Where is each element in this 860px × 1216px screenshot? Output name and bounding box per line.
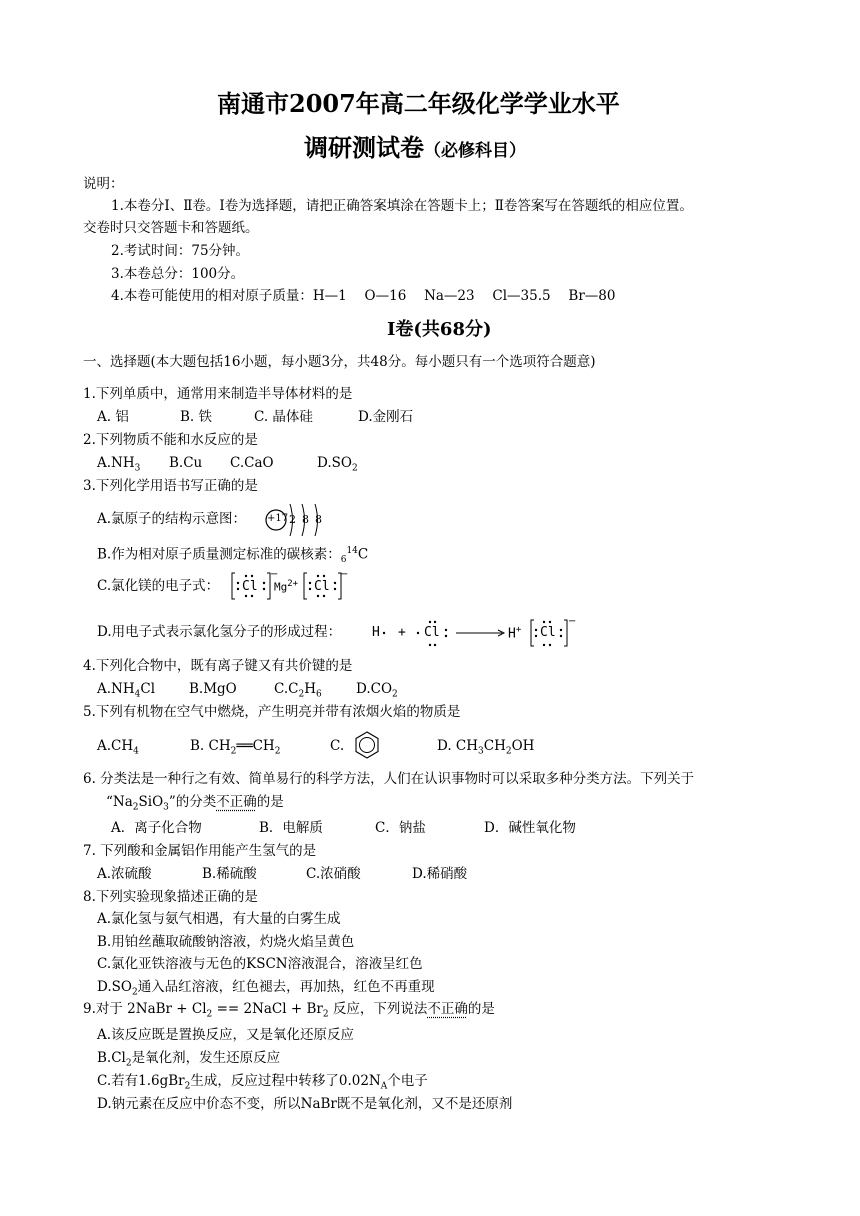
hcl-prod-cl: Cl <box>540 625 556 640</box>
q5-d-tail: OH <box>511 738 535 754</box>
q9-b: == 2NaCl + Br <box>212 1001 323 1017</box>
q9-sub2: 2 <box>322 1009 329 1020</box>
q9-b-post: 是氧化剂，发生还原反应 <box>131 1050 281 1066</box>
q5-d-sub1: 3 <box>478 746 484 757</box>
shell-count-1: 2 <box>289 513 296 526</box>
benzene-svg <box>352 730 382 760</box>
hcl-cl: Cl <box>424 625 440 640</box>
left-bracket-open <box>232 573 235 599</box>
q3-b-text: B.作为相对原子质量测定标准的碳核素： <box>97 546 341 563</box>
q4-d-sub: 2 <box>392 689 398 700</box>
q5-a-sub: 4 <box>133 746 139 757</box>
q9-stem <box>83 1003 495 1020</box>
q4-c-mid: H <box>304 681 316 697</box>
q1-option-d: D.金刚石 <box>358 409 414 425</box>
cl-charge-right: − <box>340 569 349 580</box>
mg-charge: 2+ <box>287 579 299 589</box>
hcl-h: H <box>372 625 380 640</box>
q1-option-a: A. 铝 <box>97 409 129 425</box>
q9-c: 反应，下列说法 <box>328 1001 428 1017</box>
cl-left: Cl <box>242 579 258 594</box>
q4-d-text: D.CO <box>356 681 393 697</box>
shell-count-3: 8 <box>315 513 322 526</box>
q9-c-sub: 2 <box>184 1081 191 1092</box>
q6-emphasis: 不正确 <box>216 794 257 810</box>
instructions-label: 说明： <box>83 176 124 192</box>
q9-c-post: 个电子 <box>387 1073 428 1089</box>
q3-b-sub: 6 <box>340 555 347 566</box>
q5-d-sub2: 2 <box>505 746 512 757</box>
q8-d-post: 通入品红溶液，红色褪去，再加热，红色不再重现 <box>137 979 435 995</box>
q7-option-b: B.稀硫酸 <box>202 866 257 882</box>
q4-c-sub2: 6 <box>315 689 322 700</box>
q8-option-c: C.氯化亚铁溶液与无色的KSCN溶液混合，溶液呈红色 <box>97 956 423 972</box>
q4-option-c <box>274 683 322 700</box>
q4-option-d <box>356 683 398 700</box>
q4-stem: 4.下列化合物中，既有离子键又有共价键的是 <box>83 658 353 674</box>
q5-option-a <box>97 740 139 757</box>
q5-b-sub2: 2 <box>274 746 281 757</box>
q8-option-d <box>97 981 435 998</box>
q2-stem: 2.下列物质不能和水反应的是 <box>83 432 258 448</box>
q2-option-a <box>97 457 140 474</box>
q5-b-mid: ══CH <box>236 738 275 754</box>
instruction-4: 4.本卷可能使用的相对原子质量：H—1 O—16 Na—23 Cl—35.5 Br—80 <box>111 288 616 304</box>
q9-option-b <box>97 1052 280 1069</box>
mg-symbol: Mg <box>274 580 288 594</box>
page-title: 南通市2007年高二年级化学学业水平 <box>217 89 620 118</box>
nucleus-charge: +17 <box>267 513 289 524</box>
q4-option-a <box>97 683 155 700</box>
hcl-plus: + <box>398 625 406 640</box>
q8-d-sub: 2 <box>131 987 138 998</box>
q8-option-a: A.氯化氢与氨气相遇，有大量的白雾生成 <box>97 911 341 927</box>
q3-b-symbol: C <box>357 546 369 563</box>
q6-stem-line2 <box>106 796 284 813</box>
q3-b-sup: 14 <box>346 546 358 556</box>
prod-h-charge: + <box>515 625 522 635</box>
q9-c-pre: C.若有1.6gBr <box>97 1073 185 1089</box>
q3-option-a: A.氯原子的结构示意图： <box>97 511 247 527</box>
q2-option-b: B.Cu <box>169 455 203 471</box>
q2-a-sub: 3 <box>134 463 141 474</box>
q5-a-text: A.CH <box>97 738 134 754</box>
subtitle-main: 调研测试卷 <box>304 133 424 162</box>
q7-option-a: A.浓硫酸 <box>97 866 152 882</box>
q5-d-text: D. CH <box>437 738 479 754</box>
q5-b-sub1: 2 <box>230 746 237 757</box>
hcl-prod-cl-charge: − <box>568 616 577 627</box>
q6-b-sub2: 3 <box>163 802 169 813</box>
q2-option-d <box>317 457 358 474</box>
benzene-ring-icon <box>352 730 382 760</box>
q4-c-text: C.C <box>274 681 299 697</box>
q9-sub1: 2 <box>206 1009 213 1020</box>
q9-option-c <box>97 1075 428 1092</box>
q6-b2: SiO <box>138 794 164 810</box>
hcl-prod-h <box>508 626 521 640</box>
q8-option-b: B.用铂丝蘸取硫酸钠溶液，灼烧火焰呈黄色 <box>97 934 355 950</box>
q7-option-d: D.稀硝酸 <box>412 866 468 882</box>
q9-b-sub: 2 <box>125 1058 132 1069</box>
benzene-circle <box>360 738 375 753</box>
q6-b1: “Na <box>106 794 133 810</box>
q6-option-a: A．离子化合物 <box>111 820 202 836</box>
q3-option-b <box>97 547 368 565</box>
right-bracket-open <box>304 573 307 599</box>
mgcl2-electron-formula <box>230 569 349 602</box>
q5-b-text: B. CH <box>190 738 231 754</box>
instruction-1b: 交卷时只交答题卡和答题纸。 <box>83 220 259 236</box>
cl-right: Cl <box>314 579 330 594</box>
q6-option-d: D．碱性氧化物 <box>484 820 576 836</box>
q4-a-tail: Cl <box>140 681 156 697</box>
q9-d: 的是 <box>467 1001 495 1017</box>
q6-b-sub1: 2 <box>132 802 139 813</box>
prod-h-symbol: H <box>508 626 516 642</box>
mg-ion <box>274 580 298 593</box>
part-header: 一、选择题(本大题包括16小题，每小题3分，共48分。每小题只有一个选项符合题意) <box>83 354 596 370</box>
q5-stem: 5.下列有机物在空气中燃烧，产生明亮并带有浓烟火焰的物质是 <box>83 704 461 720</box>
q4-a-sub: 4 <box>134 689 141 700</box>
q5-option-d <box>437 740 534 757</box>
q9-c-mid: 生成，反应过程中转移了0.02N <box>190 1073 381 1089</box>
q6-option-b: B．电解质 <box>259 820 323 836</box>
q2-a-text: A.NH <box>97 455 135 471</box>
q1-option-c: C. 晶体硅 <box>254 409 313 425</box>
q6-b3: ”的分类 <box>168 794 217 810</box>
page-subtitle <box>304 133 526 162</box>
subtitle-note: （必修科目） <box>424 141 526 161</box>
q6-b4: 的是 <box>256 794 284 810</box>
q8-stem: 8.下列实验现象描述正确的是 <box>83 889 258 905</box>
q6-option-c: C．钠盐 <box>375 820 426 836</box>
product-bracket-close <box>564 620 567 646</box>
chlorine-atom-structure-diagram <box>262 500 334 540</box>
q1-stem: 1.下列单质中，通常用来制造半导体材料的是 <box>83 386 353 402</box>
cl-charge-left: − <box>270 569 279 580</box>
q3-stem: 3.下列化学用语书写正确的是 <box>83 478 258 494</box>
product-bracket-open <box>531 620 534 646</box>
q9-c-sub2: A <box>380 1081 388 1092</box>
q9-b-pre: B.Cl <box>97 1050 126 1066</box>
q2-option-c: C.CaO <box>230 455 274 471</box>
q9-option-a: A.该反应既是置换反应，又是氧化还原反应 <box>97 1027 355 1043</box>
instruction-3: 3.本卷总分：100分。 <box>111 266 245 282</box>
q4-option-b: B.MgO <box>189 681 237 697</box>
q9-a: 9.对于 2NaBr + Cl <box>83 1001 207 1017</box>
q6-stem-line1: 6. 分类法是一种行之有效、简单易行的科学方法，人们在认识事物时可以采取多种分类方法。下列关于 <box>83 771 695 787</box>
instruction-2: 2.考试时间：75分钟。 <box>111 243 250 259</box>
q3-option-d: D.用电子式表示氯化氢分子的形成过程： <box>97 624 342 640</box>
q9-emphasis: 不正确 <box>427 1001 468 1017</box>
q5-option-c: C. <box>330 738 345 754</box>
q4-a-text: A.NH <box>97 681 135 697</box>
q2-d-sub: 2 <box>351 463 358 474</box>
q5-d-mid: CH <box>483 738 506 754</box>
instruction-1a: 1.本卷分Ⅰ、Ⅱ卷。Ⅰ卷为选择题，请把正确答案填涂在答题卡上；Ⅱ卷答案写在答题纸的相应位置。 <box>111 198 693 214</box>
q4-c-sub1: 2 <box>298 689 305 700</box>
q8-d-pre: D.SO <box>97 979 132 995</box>
q2-d-text: D.SO <box>317 455 352 471</box>
section-title: Ⅰ卷(共68分) <box>387 319 492 340</box>
q5-option-b <box>190 740 280 757</box>
shell-count-2: 8 <box>302 513 309 526</box>
q3-option-c: C.氯化镁的电子式： <box>97 578 220 594</box>
q1-option-b: B. 铁 <box>180 409 213 425</box>
hcl-formation-diagram <box>368 617 583 649</box>
q7-stem: 7. 下列酸和金属铝作用能产生氢气的是 <box>83 843 317 859</box>
q9-option-d: D.钠元素在反应中价态不变，所以NaBr既不是氧化剂，又不是还原剂 <box>97 1096 513 1112</box>
q7-option-c: C.浓硝酸 <box>306 866 361 882</box>
